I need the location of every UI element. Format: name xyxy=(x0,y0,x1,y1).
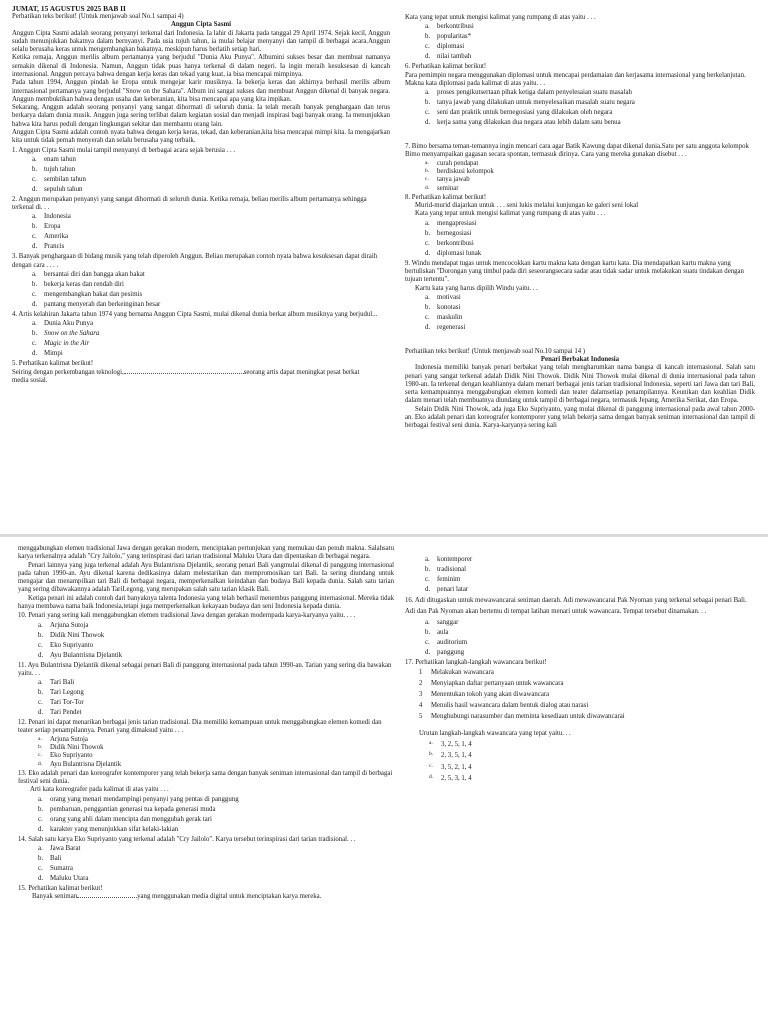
question-5-prompt: Kata yang tepat untuk mengisi kalimat yang rumpang di atas yaitu . . . xyxy=(405,14,596,21)
option-d[interactable]: d. karakter yang menunjukkan sifat kelaki-lakian xyxy=(38,825,179,833)
question-11: 11. Ayu Bulantrisna Djelantik dikenal sebagai penari Bali di panggung internasional pada tahun 1990-an. Tarian yang sering dia bawakan yaitu. . . xyxy=(18,661,392,677)
option-b[interactable]: b. berdiskusi kelompok xyxy=(425,167,494,175)
question-1: 1. Anggun Cipta Sasmi mulai tampil menyanyi di berbagai acara sejak berusia . . . xyxy=(12,146,236,154)
question-5-sentence: Seiring dengan perkembangan teknologi, seorang artis dapat meningkat pesat berkat xyxy=(12,368,360,376)
reading-paragraph: Anggun Cipta Sasmi adalah seorang penyanyi terkenal dari Indonesia. Ia lahir di Jakarta pada tanggal 29 April 1974. Sejak kecil, Anggun sudah menunjukkan bakatnya dalam bernyanyi. Pada usia tujuh tahun, ia mulai belajar menyanyi dan tampil di berbagai acara.Anggun selalu berusaha keras untuk mengembangkan bakatnya, meskipun harus berlatih setiap hari. xyxy=(12,29,390,54)
question-3-options xyxy=(32,270,390,310)
question-5: 5. Perhatikan kalimat berikut! xyxy=(12,360,94,368)
page2-right-column xyxy=(405,555,755,1021)
option-b[interactable]: b. Bali xyxy=(38,854,62,862)
option-d[interactable]: d. seminar xyxy=(425,184,459,192)
option-a[interactable]: a. Arjuna Sutoja xyxy=(38,735,88,743)
step-item: 3 Menentukan tokoh yang akan diwawancara xyxy=(419,690,550,698)
step-item: 1 Melakukan wawancara xyxy=(419,669,494,677)
reading-paragraph: Anggun Cipta Sasmi adalah contoh nyata bahwa dengan kerja keras, tekad, dan keberanian,kita bisa mencapai mimpi kita. Ia mengajarkan kita untuk tidak pernah menyerah dan selalu berusaha yang terbaik. xyxy=(12,128,390,145)
reading-paragraph: Indonesia memiliki banyak penari berbakat yang telah mengharumkan nama bangsa di kancah internasional. Salah satu penari yang sangat terkenal adalah Didik Nini Thowok. Didik Nini Thowok mulai dikenal di dunia internasional pada tahun 1980-an. Ia terkenal dengan keahliannya dalam menari berbagai jenis tarian tradisional Indonesia, seperti tari Jawa dan tari Bali, serta kemampuannya menggabungkan elemen komedi dan teater dalamsetiap penampilannya. Keunikan dan keahlian Didik dalam menari telah membuatnya diundang untuk tampil di berbagai negara, termasuk Jepang, Amerika Serikat, dan Eropa. xyxy=(405,364,755,405)
option-d[interactable]: d. Prancis xyxy=(32,243,65,251)
reading-instruction-2: Perhatikan teks berikut! (Untuk menjawab soal No.10 sampai 14 ) xyxy=(405,347,586,355)
question-9-options xyxy=(425,293,755,333)
question-15-options xyxy=(425,555,755,595)
option-b[interactable]: b. bekerja keras dan rendah diri xyxy=(32,280,124,288)
reading-paragraph: Ketika remaja, Anggun merilis album pertamanya yang berjudul "Dunia Aku Punya". Albumini sukses besar dan membuat namanya semakin dikenal di Indonesia. Namun, Anggun tidak puas hanya terkenal di dalam negeri. Ia ingin meraih kesuksesan di kancah internasional. Anggun percaya bahwa dengan kerja keras dan tekad yang kuat, ia bisa mencapai mimpinya. xyxy=(12,54,390,78)
step-item: 2 Menyiapkan daftar pertanyaan untuk wawancara xyxy=(419,679,564,687)
question-12: 12. Penari ini dapat menarikan berbagai jenis tarian tradisional. Dia memiliki kemampuan untuk menggabungkan elemen komedi dan teater setiap penampilannya. Penari yang dimaksud yaitu . . . xyxy=(18,719,382,735)
fill-in-blank xyxy=(124,373,244,374)
page1-left-column xyxy=(12,4,390,532)
option-d[interactable]: d. penari latar xyxy=(425,586,469,593)
option-a[interactable]: a. orang yang menari mendampingi penyanyi yang pentas di panggung xyxy=(38,795,239,803)
option-c[interactable]: c. Amerika xyxy=(32,233,69,241)
worksheet-header: JUMAT, 15 AGUSTUS 2025 BAB II xyxy=(12,4,126,13)
option-a[interactable]: a. proses pengikutsertaan pihak ketiga dalam penyelesaian suatu masalah xyxy=(425,89,632,97)
page2-left-column xyxy=(18,545,394,1024)
option-c[interactable]: c. mengembangkan bakat dan pesimis xyxy=(32,290,143,298)
question-6-prompt: Makna kata diplomasi pada kalimat di atas yaitu. . . xyxy=(405,79,546,87)
question-9-prompt: Kartu kata yang harus dipilih Windu yaitu. . . xyxy=(415,284,538,292)
question-8-options xyxy=(425,219,755,259)
step-item: 5 Menghubungi narasumber dan meminta kesediaan untuk diwawancarai xyxy=(419,712,625,720)
option-c[interactable]: c. 3, 5, 2, 1, 4 xyxy=(429,762,472,771)
option-d[interactable]: d. kerja sama yang dilakukan dua negara atau lebih dalam satu benua xyxy=(425,119,621,127)
reading-paragraph: menggabungkan elemen tradisional Jawa dengan gerakan modern, menciptakan pertunjukan yang memukau dan penuh makna. Salahsatu karya terkenalnya adalah "Cry Jailolo," yang terinspirasi dari tarian tradisional Maluku Utara dan dipentaskan di berbagai negara. xyxy=(18,545,394,561)
option-b[interactable]: b. Snow on the Sahara xyxy=(32,330,100,338)
option-b[interactable]: b. tradisional xyxy=(425,566,467,573)
step-item: 4 Menulis hasil wawancara dalam bentuk dialog atau narasi xyxy=(419,701,589,709)
option-d[interactable]: d. panggung xyxy=(425,648,465,656)
question-2-options xyxy=(32,212,390,252)
question-1-options xyxy=(32,155,390,195)
option-c[interactable]: c. auditorium xyxy=(425,638,468,646)
option-a[interactable]: a. bersantai diri dan bangga akan bakat xyxy=(32,270,145,278)
question-4: 4. Artis kelahiran Jakarta tahun 1974 yang bernama Anggun Cipta Sasmi, mulai dikenal dunia berkat album musiknya yang berjudul... xyxy=(12,310,378,318)
option-a[interactable]: a. Dunia Aku Punya xyxy=(32,320,93,328)
option-b[interactable]: b. tanya jawab yang dilakukan untuk menyelesaikan masalah suatu negara xyxy=(425,99,635,107)
question-17: 17. Perhatikan langkah-langkah wawancara berikut! xyxy=(405,658,547,666)
option-a[interactable]: a. 3, 2, 5, 1, 4 xyxy=(429,739,472,748)
option-a[interactable]: a. Indonesia xyxy=(32,213,71,221)
option-a[interactable]: a. curah pendapat xyxy=(425,159,479,167)
question-7-options xyxy=(425,160,755,193)
option-d[interactable]: d. nilai tambah xyxy=(425,53,472,61)
option-a[interactable]: a. mengapresiasi xyxy=(425,219,477,227)
reading-paragraph: Pada tahun 1994, Anggun pindah ke Eropa untuk mengejar karir musiknya. Ia bekerja keras dan akhirnya berhasil merilis album internasional pertamanya yang berjudul "Snow on the Sahara". Album ini sangat sukses dan membuat Anggun dikenal di banyak negara. Anggun membuktikan bahwa dengan usaha dan keberanian, kita bisa mencapai apa yang kita impikan. xyxy=(12,79,390,103)
option-b[interactable]: b. bernegosiasi xyxy=(425,229,472,237)
option-c[interactable]: c. Tari Tor-Tor xyxy=(38,699,84,707)
question-6-sentence: Para pemimpin negara menggunakan diplomasi untuk mencapai perdamaian dan kerjasama internasional yang berkelanjutan. xyxy=(405,71,746,79)
option-c[interactable]: c. Eko Supriyanto xyxy=(38,641,94,649)
option-b[interactable]: b. tujuh tahun xyxy=(32,165,76,173)
option-b[interactable]: b. pembaruan, penggantian generasi tua kepada generasi muda xyxy=(38,805,216,813)
question-11-options xyxy=(38,678,394,718)
question-16: 16. Adi ditugaskan untuk mewawancarai seniman daerah. Adi mewawancarai Pak Nyoman yang terkenal sebagai penari Bali. Adi dan Pak Nyoman akan bertemu di tempat latihan menari untuk wawancara. Tempat tersebut dinamakan. . . xyxy=(405,597,747,615)
option-a[interactable]: a. kontemporer xyxy=(425,556,473,563)
option-d[interactable]: d. diplomasi lunak xyxy=(425,249,482,257)
option-d[interactable]: d. Ayu Bulantrisna Djelantik xyxy=(38,651,123,659)
option-a[interactable]: a. Tari Bali xyxy=(38,679,75,687)
question-8-sentence: Murid-murid diajarkan untuk . . . seni lukis melalui kunjungan ke galeri seni lokal xyxy=(415,202,639,210)
option-c[interactable]: c. tanya jawab xyxy=(425,176,470,184)
question-5-options xyxy=(425,22,755,62)
option-c[interactable]: c. maskulin xyxy=(425,313,463,321)
option-b[interactable]: b. Eropa xyxy=(32,223,61,231)
option-d[interactable]: d. Mimpi xyxy=(32,350,63,358)
question-10-options xyxy=(38,621,394,661)
question-2: 2. Anggun merupakan penyanyi yang sangat dihormati di seluruh dunia. Ketika remaja, beliau merilis album pertamanya sehingga terkenal di. . . xyxy=(12,195,367,212)
reading-paragraph: Selain Didik Nini Thowok, ada juga Eko Supriyanto, yang mulai dikenal di panggung internasional pada awal tahun 2000-an. Eko adalah penari dan koreografer kontemporer yang telah bekerja sama dengan banyak seniman internasional dan tampil di berbagai festival seni dunia. Karya-karyanya sering kali xyxy=(405,405,755,430)
question-8-prompt: Kata yang tepat untuk mengisi kalimat yang rumpang di atas yaitu . . . xyxy=(415,210,606,218)
option-c[interactable]: c. berkontribusi xyxy=(425,239,474,247)
reading-instruction: Perhatikan teks berikut! (Untuk menjawab soal No.1 sampai 4) xyxy=(12,13,184,21)
question-7: 7. Bimo bersama teman-temannya ingin mencari cara agar Batik Kawung dapat dikenal dunia.Satu per satu anggota kelompok Bimo menyampaikan gagasan secara spontan, termasuk dirinya. Cara yang mereka gunakan disebut . . . xyxy=(405,143,749,159)
option-c[interactable]: c. Eko Supriyanto xyxy=(38,752,93,760)
question-12-options xyxy=(38,736,394,769)
option-b[interactable]: b. aula xyxy=(425,628,449,636)
question-17-options xyxy=(429,739,755,785)
option-a[interactable]: a. enam tahun xyxy=(32,155,76,163)
option-b[interactable]: b. popularitas* xyxy=(425,33,472,41)
option-a[interactable]: a. Jawa Barat xyxy=(38,844,81,852)
question-13: 13. Eko adalah penari dan koreografer kontemporer yang telah bekerja sama dengan banyak seniman internasional dan tampil di berbagai festival seni dunia. xyxy=(18,769,393,786)
option-a[interactable]: a. sanggar xyxy=(425,618,459,626)
option-d[interactable]: d. Tari Pendet xyxy=(38,709,82,717)
reading-title-2: Penari Berbakat Indonesia xyxy=(540,356,620,364)
question-3: 3. Banyak penghargaan di bidang musik yang telah diperoleh Anggun. Beliau merupakan contoh nyata bahwa kesuksesan dapat diraih dengan cara . . . . xyxy=(12,253,378,269)
option-a[interactable]: a. Arjuna Sutoja xyxy=(38,621,89,629)
option-d[interactable]: d. 2, 5, 3, 1, 4 xyxy=(429,774,472,783)
option-c[interactable]: c. sembilan tahun xyxy=(32,175,86,183)
option-c[interactable]: c. Sumatra xyxy=(38,864,73,872)
question-10: 10. Penari yang sering kali menggabungkan elemen tradisional Jawa dengan gerakan modernpada karya-karyanya yaitu. . . . xyxy=(18,612,356,620)
option-c[interactable]: c. orang yang ahli dalam mencipta dan menggubah gerak tari xyxy=(38,815,212,823)
question-4-options xyxy=(32,319,390,359)
option-b[interactable]: b. 2, 3, 5, 1, 4 xyxy=(429,751,472,760)
question-6: 6. Perhatikan kalimat berikut! xyxy=(405,63,487,71)
question-15: 15. Perhatikan kalimat berikut! xyxy=(18,884,103,892)
question-5-sentence-tail: media sosial. xyxy=(12,376,48,384)
reading-paragraph: Sekarang, Anggun adalah seorang penyanyi yang sangat dihormati di seluruh dunia. Ia telah meraih banyak penghargaan dan terus berkarya dalam dunia musik. Anggun juga sering terlibat dalam kegiatan sosial dan menjadi inspirasi bagi banyak orang. Ia menunjukkan bahwa kita harus peduli dengan lingkungan sekitar dan membantu orang lain. xyxy=(12,104,390,128)
fill-in-blank xyxy=(77,897,137,898)
question-17-steps xyxy=(419,668,755,722)
question-8: 8. Perhatikan kalimat berikut! xyxy=(405,193,487,201)
page1-right-column xyxy=(405,14,755,532)
option-a[interactable]: a. berkontribusi xyxy=(425,23,474,31)
option-c[interactable]: c. seni dan praktik untuk bernegosiasi yang dilakukan oleh negara xyxy=(425,109,613,117)
option-a[interactable]: a. motivasi xyxy=(425,293,461,301)
question-16-options xyxy=(425,618,755,658)
reading-paragraph: Penari lainnya yang juga terkenal adalah Ayu Bulantrisna Djelantik, seorang penari Bali yangmulai dikenal di panggung internasional pada tahun 1990-an. Ayu dikenal karena dedikasinya dalam melestarikan dan mempromosikan tari Bali. Ia sering diundang untuk mengajar dan menampilkan tari Bali di berbagai negara, memperkenalkan keindahan dan budaya Bali kepada dunia. Salah satu tarian yang sering dibawakannya adalah TariLegong, yang merupakan salah satu tarian klasik Bali. xyxy=(18,561,394,594)
question-15-sentence: Banyak seniman yang menggunakan media digital untuk menciptakan karya mereka. xyxy=(32,893,322,901)
option-c[interactable]: c. diplomasi xyxy=(425,43,465,51)
option-b[interactable]: b. konotasi xyxy=(425,303,461,311)
option-d[interactable]: d. Ayu Bulantrisna Djelantik xyxy=(38,760,122,768)
worksheet-page-2 xyxy=(0,537,768,1024)
reading-paragraph: Ketiga penari ini adalah contoh dari banyaknya talenta Indonesia yang telah berhasil menembus panggung internasional. Mereka tidak hanya membawa nama baik Indonesia,tetapi juga memperkenalkan kekayaan budaya dan seni Indonesia kepada dunia. xyxy=(18,594,394,610)
option-b[interactable]: b. Didik Nini Thowok xyxy=(38,631,105,639)
question-6-options xyxy=(425,88,755,128)
question-14-options xyxy=(38,844,394,884)
option-b[interactable]: b. Tari Legong xyxy=(38,689,84,697)
question-13-options xyxy=(38,795,394,835)
question-14: 14. Salah satu karya Eko Supriyanto yang terkenal adalah "Cry Jailolo". Karya tersebut terinspirasi dari tarian tradisional. . . xyxy=(18,835,356,843)
option-b[interactable]: b. Didik Nini Thowok xyxy=(38,743,104,751)
option-d[interactable]: d. regenerasi xyxy=(425,323,466,331)
question-17-prompt: Urutan langkah-langkah wawancara yang tepat yaitu. . . xyxy=(419,730,571,738)
option-d[interactable]: d. sepuluh tahun xyxy=(32,185,83,193)
question-9: 9. Windu mendapat tugas untuk mencocokkan kartu makna kata dengan kartu kata. Dia mendapatkan kartu makna yang bertuliskan "Dorongan yang timbul pada diri seseorangsecara sadar atau tidak sadar untuk melakukan suatu tindakan dengan tujuan tertentu". xyxy=(405,259,744,284)
option-c[interactable]: c. feminim xyxy=(425,576,461,583)
option-c[interactable]: c. Magic in the Air xyxy=(32,340,90,348)
option-d[interactable]: d. pantang menyerah dan berkeinginan besar xyxy=(32,300,161,308)
question-13-prompt: Arti kata koreografer pada kalimat di atas yaitu . . . xyxy=(30,786,169,794)
option-d[interactable]: d. Maluku Utara xyxy=(38,874,89,882)
reading-title: Anggun Cipta Sasmi xyxy=(170,21,232,29)
